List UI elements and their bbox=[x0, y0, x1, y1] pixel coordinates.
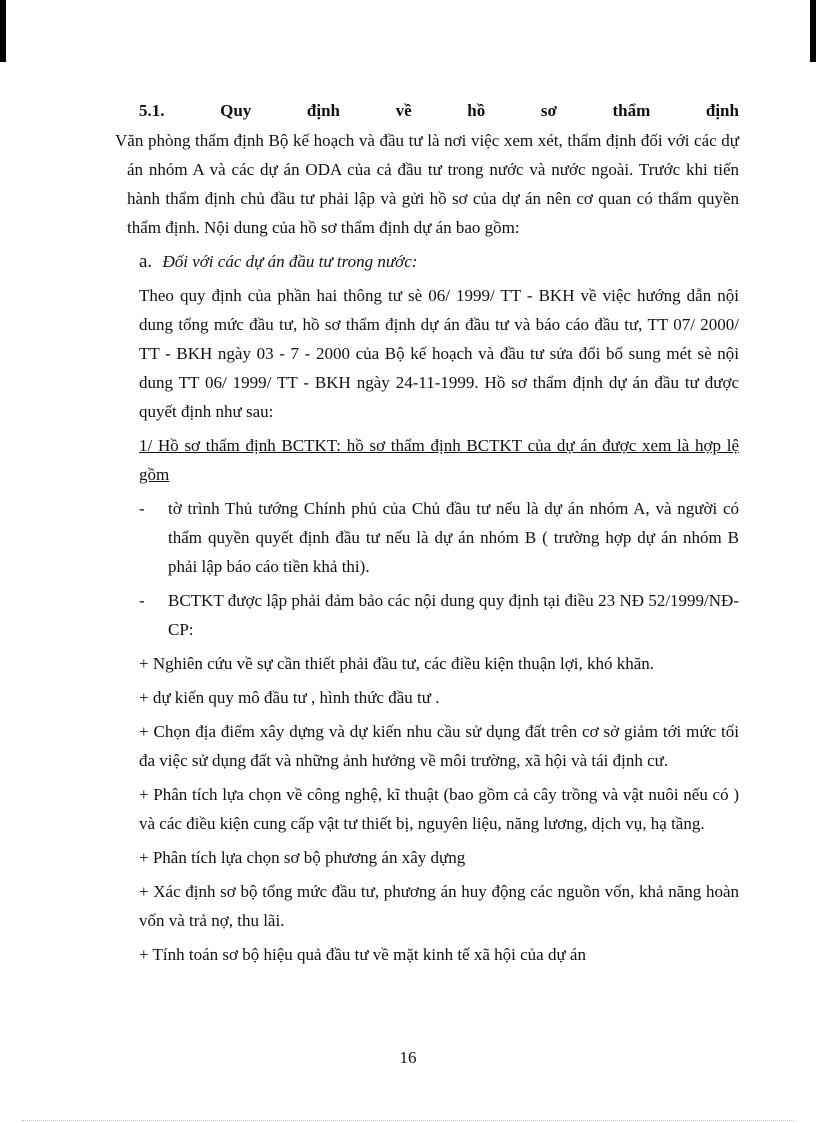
dash-bullet: - bbox=[139, 591, 145, 610]
dash-item bbox=[139, 494, 739, 581]
heading-word: sơ bbox=[540, 101, 557, 120]
plus-item: + dự kiến quy mô đầu tư , hình thức đầu tư . bbox=[139, 688, 440, 707]
plus-item: + Phân tích lựa chọn về công nghệ, kĩ thuật (bao gồm cả cây trồng và vật nuôi nếu có ) và các điều kiện cung cấp vật tư thiết bị, nguyên liệu, năng lương, dịch vụ, hạ tầng. bbox=[139, 785, 739, 833]
heading-word: 5.1. bbox=[139, 101, 165, 120]
dash-bullet: - bbox=[139, 499, 145, 518]
dash-item-text: BCTKT được lập phải đảm bảo các nội dung quy định tại điều 23 NĐ 52/1999/NĐ-CP: bbox=[168, 591, 739, 639]
heading-word: định bbox=[306, 101, 340, 120]
plus-item: + Nghiên cứu về sự cần thiết phải đầu tư, các điều kiện thuận lợi, khó khăn. bbox=[139, 654, 654, 673]
footer-divider bbox=[22, 1120, 794, 1121]
regulation-paragraph: Theo quy định của phần hai thông tư sè 06/ 1999/ TT - BKH về việc hướng dẫn nội dung tổng mức đầu tư, hồ sơ thẩm định dự án đầu tư và báo cáo đầu tư, TT 07/ 2000/ TT - BKH ngày 03 - 7 - 2000 của Bộ kế hoạch và đầu tư sửa đổi bổ sung mét sè nội dung TT 06/ 1999/ TT - BKH ngày 24-11-1999. Hồ sơ thẩm định dự án đầu tư được quyết định như sau: bbox=[139, 286, 739, 421]
heading-word: hồ bbox=[467, 101, 486, 120]
plus-item: + Phân tích lựa chọn sơ bộ phương án xây dựng bbox=[139, 848, 466, 867]
section-1-title: 1/ Hồ sơ thẩm định BCTKT: hồ sơ thẩm định BCTKT của dự án được xem là hợp lệ gồm bbox=[139, 436, 739, 484]
subsection-a bbox=[139, 247, 739, 276]
plus-item: + Tính toán sơ bộ hiệu quả đầu tư về mặt kinh tế xã hội của dự án bbox=[139, 945, 586, 964]
heading-word: về bbox=[395, 101, 412, 120]
heading-word: định bbox=[705, 101, 739, 120]
intro-paragraph: Văn phòng thẩm định Bộ kế hoạch và đầu tư là nơi việc xem xét, thẩm định đối với các dự án nhóm A và các dự án ODA của cả đầu tư trong nước và nước ngoài. Trước khi tiến hành thẩm định chủ đầu tư phải lập và gửi hồ sơ của dự án nên cơ quan có thẩm quyền thẩm định. Nội dung của hồ sơ thẩm định dự án bao gồm: bbox=[115, 131, 739, 237]
heading-word: Quy bbox=[220, 101, 252, 120]
dash-item-text: tờ trình Thủ tướng Chính phủ của Chủ đầu tư nếu là dự án nhóm A, và người có thẩm quyền quyết định đầu tư nếu là dự án nhóm B ( trường hợp dự án nhóm B phải lập báo cáo tiền khả thi). bbox=[168, 499, 739, 576]
subsection-a-title: Đối với các dự án đầu tư trong nước: bbox=[162, 252, 418, 271]
page-content bbox=[115, 96, 739, 969]
page-number: 16 bbox=[399, 1048, 417, 1067]
scan-edge-left bbox=[0, 0, 6, 62]
subsection-a-letter: a. bbox=[139, 251, 153, 272]
heading-word: thẩm bbox=[612, 101, 651, 120]
section-heading bbox=[139, 96, 739, 126]
plus-item: + Xác định sơ bộ tổng mức đầu tư, phương án huy động các nguồn vốn, khả năng hoàn vốn và trả nợ, thu lãi. bbox=[139, 882, 739, 930]
dash-item bbox=[139, 586, 739, 644]
scan-edge-right bbox=[810, 0, 816, 62]
plus-item: + Chọn địa điểm xây dựng và dự kiến nhu cầu sử dụng đất trên cơ sở giảm tới mức tối đa việc sử dụng đất và những ảnh hưởng về môi trường, xã hội và tái định cư. bbox=[139, 722, 739, 770]
